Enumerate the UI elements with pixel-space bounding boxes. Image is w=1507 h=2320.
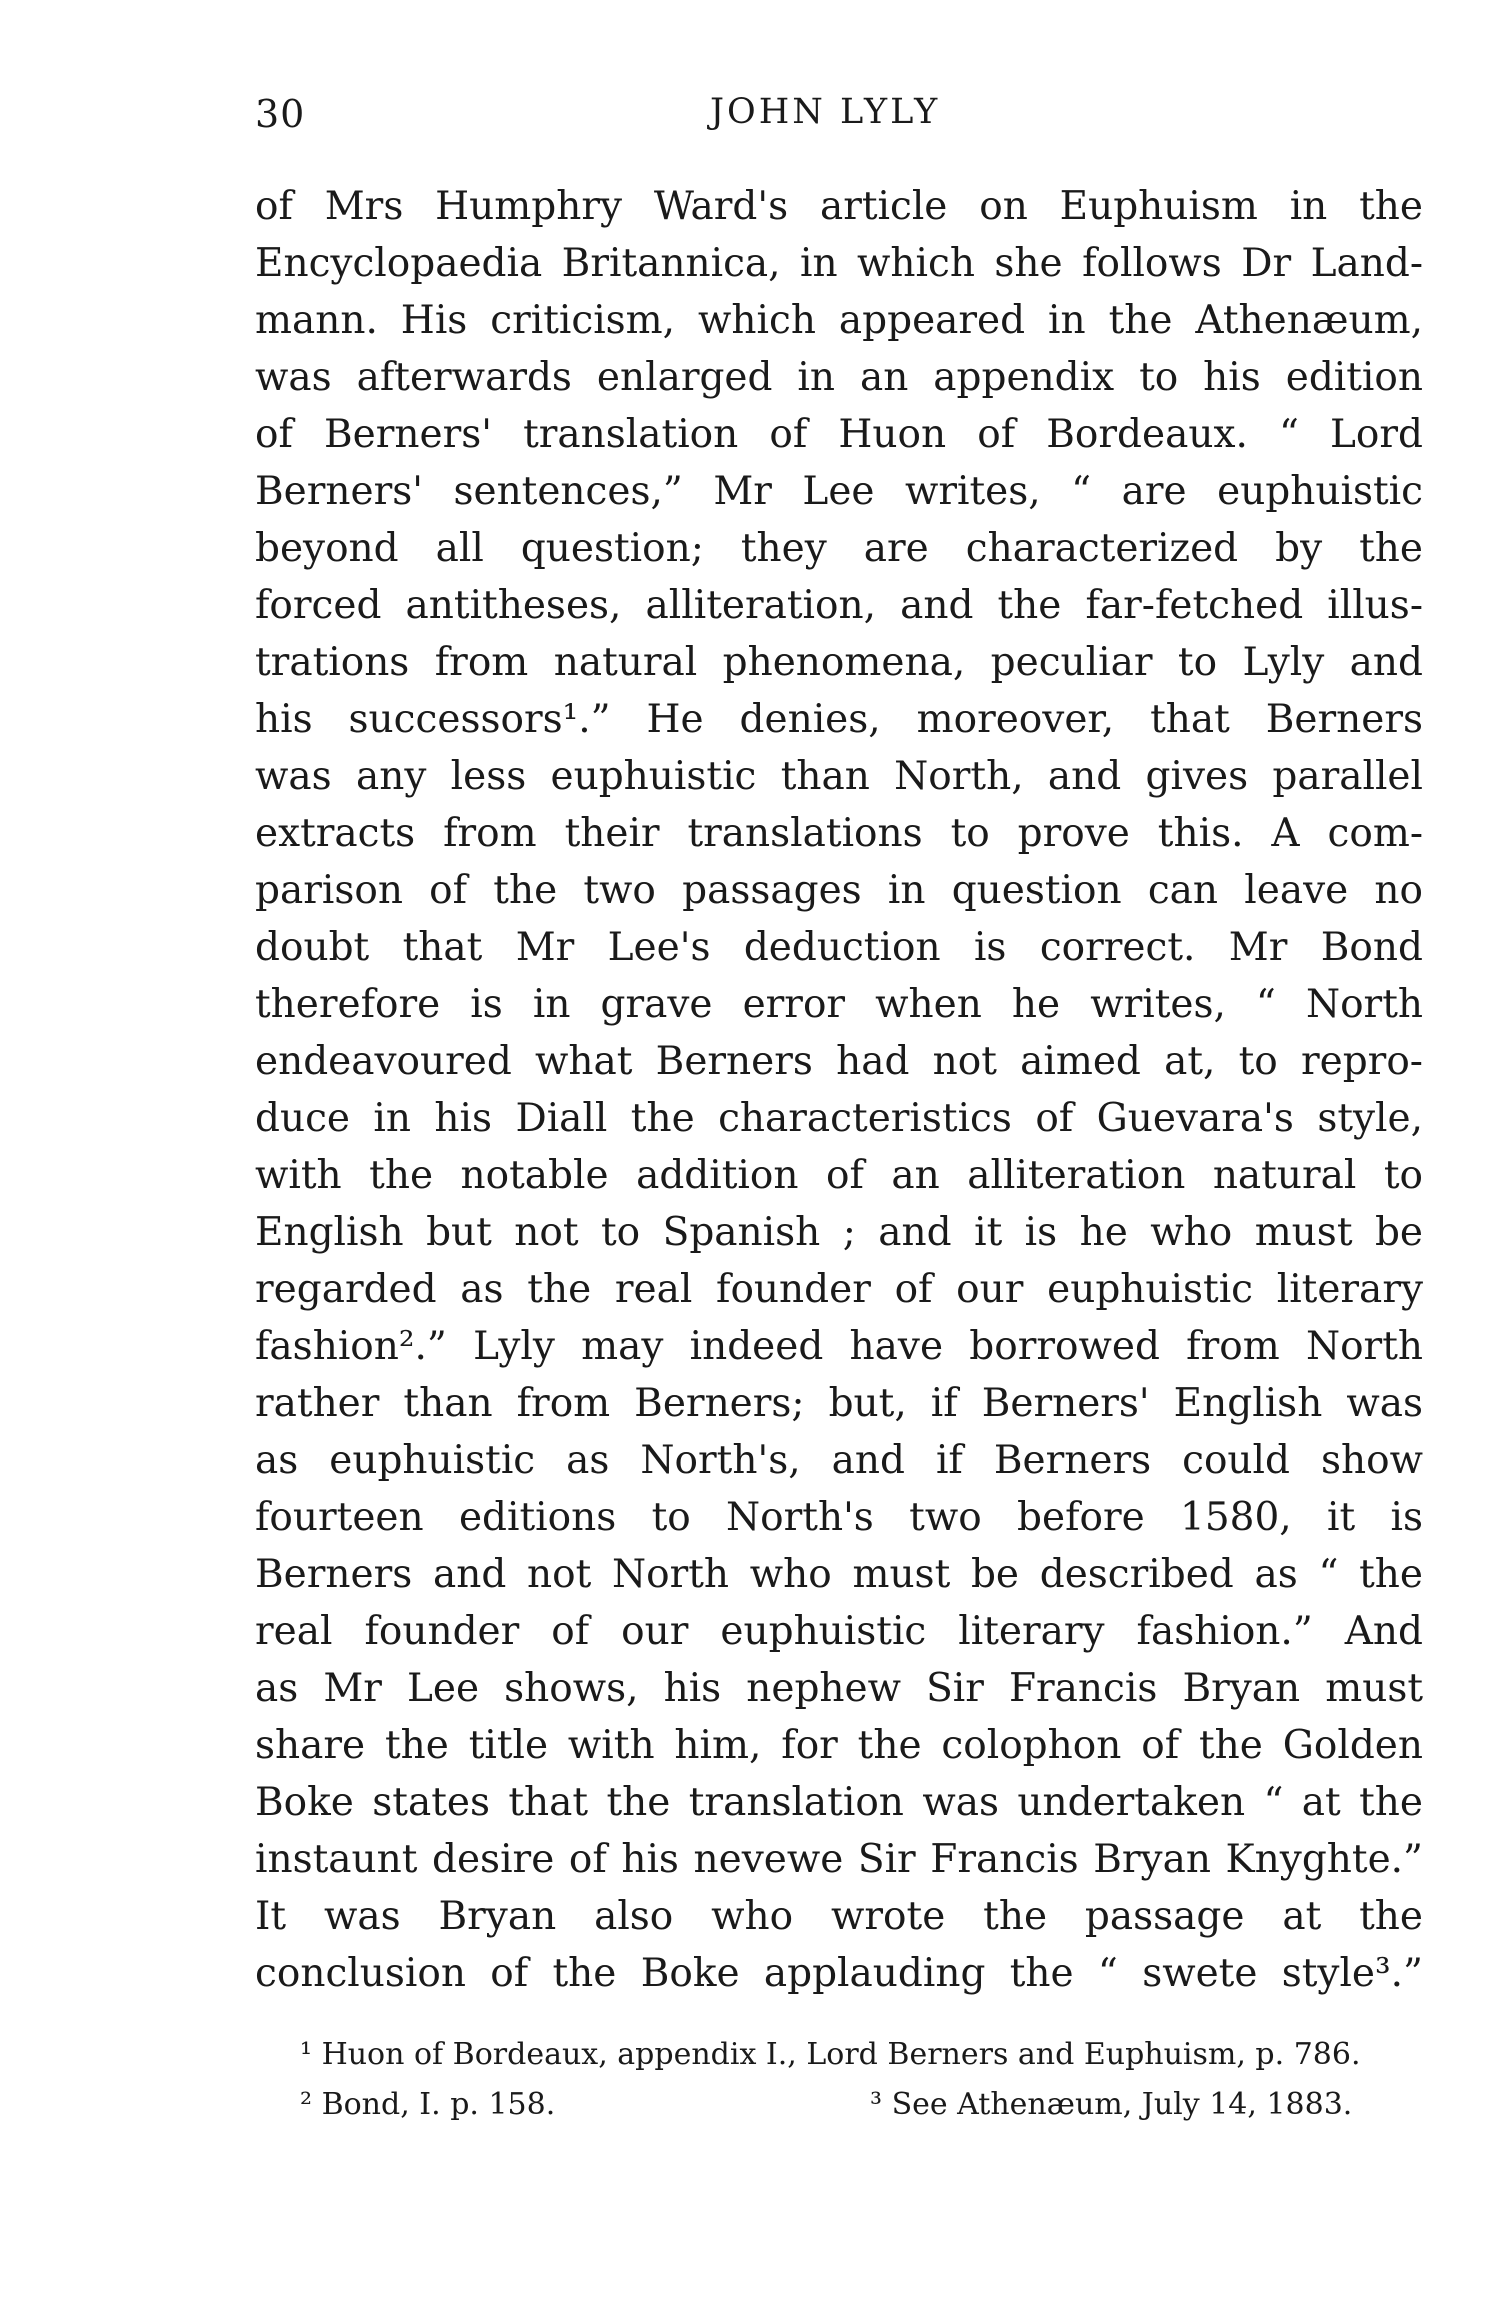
text-line: instaunt desire of his nevewe Sir Francis Bryan Knyghte.”: [255, 1837, 1423, 1882]
text-line: parison of the two passages in question can leave no: [255, 868, 1423, 913]
text-line: Boke states that the translation was undertaken “ at the: [255, 1780, 1423, 1825]
text-line: regarded as the real founder of our euphuistic literary: [255, 1267, 1423, 1312]
text-line: mann. His criticism, which appeared in the Athenæum,: [255, 298, 1423, 343]
text-line: endeavoured what Berners had not aimed at, to repro-: [255, 1039, 1423, 1084]
text-line: fourteen editions to North's two before 1580, it is: [255, 1495, 1423, 1540]
running-title: JOHN LYLY: [710, 92, 941, 132]
text-line: was any less euphuistic than North, and gives parallel: [255, 754, 1423, 799]
text-line: conclusion of the Boke applauding the “ swete style³.”: [255, 1951, 1423, 1996]
text-line: as euphuistic as North's, and if Berners could show: [255, 1438, 1423, 1483]
text-line: as Mr Lee shows, his nephew Sir Francis Bryan must: [255, 1666, 1423, 1711]
text-line: of Mrs Humphry Ward's article on Euphuism in the: [255, 184, 1423, 229]
text-line: real founder of our euphuistic literary fashion.” And: [255, 1609, 1423, 1654]
text-line: beyond all question; they are characterized by the: [255, 526, 1423, 571]
footnotes: [300, 2030, 1420, 2130]
text-line: was afterwards enlarged in an appendix to his edition: [255, 355, 1423, 400]
text-line: English but not to Spanish ; and it is he who must be: [255, 1210, 1423, 1255]
text-line: forced antitheses, alliteration, and the far-fetched illus-: [255, 583, 1423, 628]
text-line: duce in his Diall the characteristics of Guevara's style,: [255, 1096, 1423, 1141]
text-line: Berners' sentences,” Mr Lee writes, “ are euphuistic: [255, 469, 1423, 514]
text-line: Encyclopaedia Britannica, in which she follows Dr Land-: [255, 241, 1423, 286]
text-line: his successors¹.” He denies, moreover, that Berners: [255, 697, 1423, 742]
text-line: Berners and not North who must be described as “ the: [255, 1552, 1423, 1597]
text-line: of Berners' translation of Huon of Bordeaux. “ Lord: [255, 412, 1423, 457]
text-line: with the notable addition of an alliteration natural to: [255, 1153, 1423, 1198]
text-line: fashion².” Lyly may indeed have borrowed from North: [255, 1324, 1423, 1369]
footnote-3: ³ See Athenæum, July 14, 1883.: [870, 2087, 1353, 2122]
text-line: therefore is in grave error when he writes, “ North: [255, 982, 1423, 1027]
text-line: It was Bryan also who wrote the passage at the: [255, 1894, 1423, 1939]
text-line: doubt that Mr Lee's deduction is correct. Mr Bond: [255, 925, 1423, 970]
footnote-1: ¹ Huon of Bordeaux, appendix I., Lord Berners and Euphuism, p. 786.: [300, 2037, 1361, 2072]
page-header: [255, 92, 1420, 142]
text-line: rather than from Berners; but, if Berners' English was: [255, 1381, 1423, 1426]
page-number: 30: [255, 92, 306, 136]
text-line: share the title with him, for the colophon of the Golden: [255, 1723, 1423, 1768]
body-text: [255, 178, 1423, 2002]
text-line: extracts from their translations to prove this. A com-: [255, 811, 1423, 856]
footnote-2: ² Bond, I. p. 158.: [300, 2087, 556, 2122]
text-line: trations from natural phenomena, peculiar to Lyly and: [255, 640, 1423, 685]
